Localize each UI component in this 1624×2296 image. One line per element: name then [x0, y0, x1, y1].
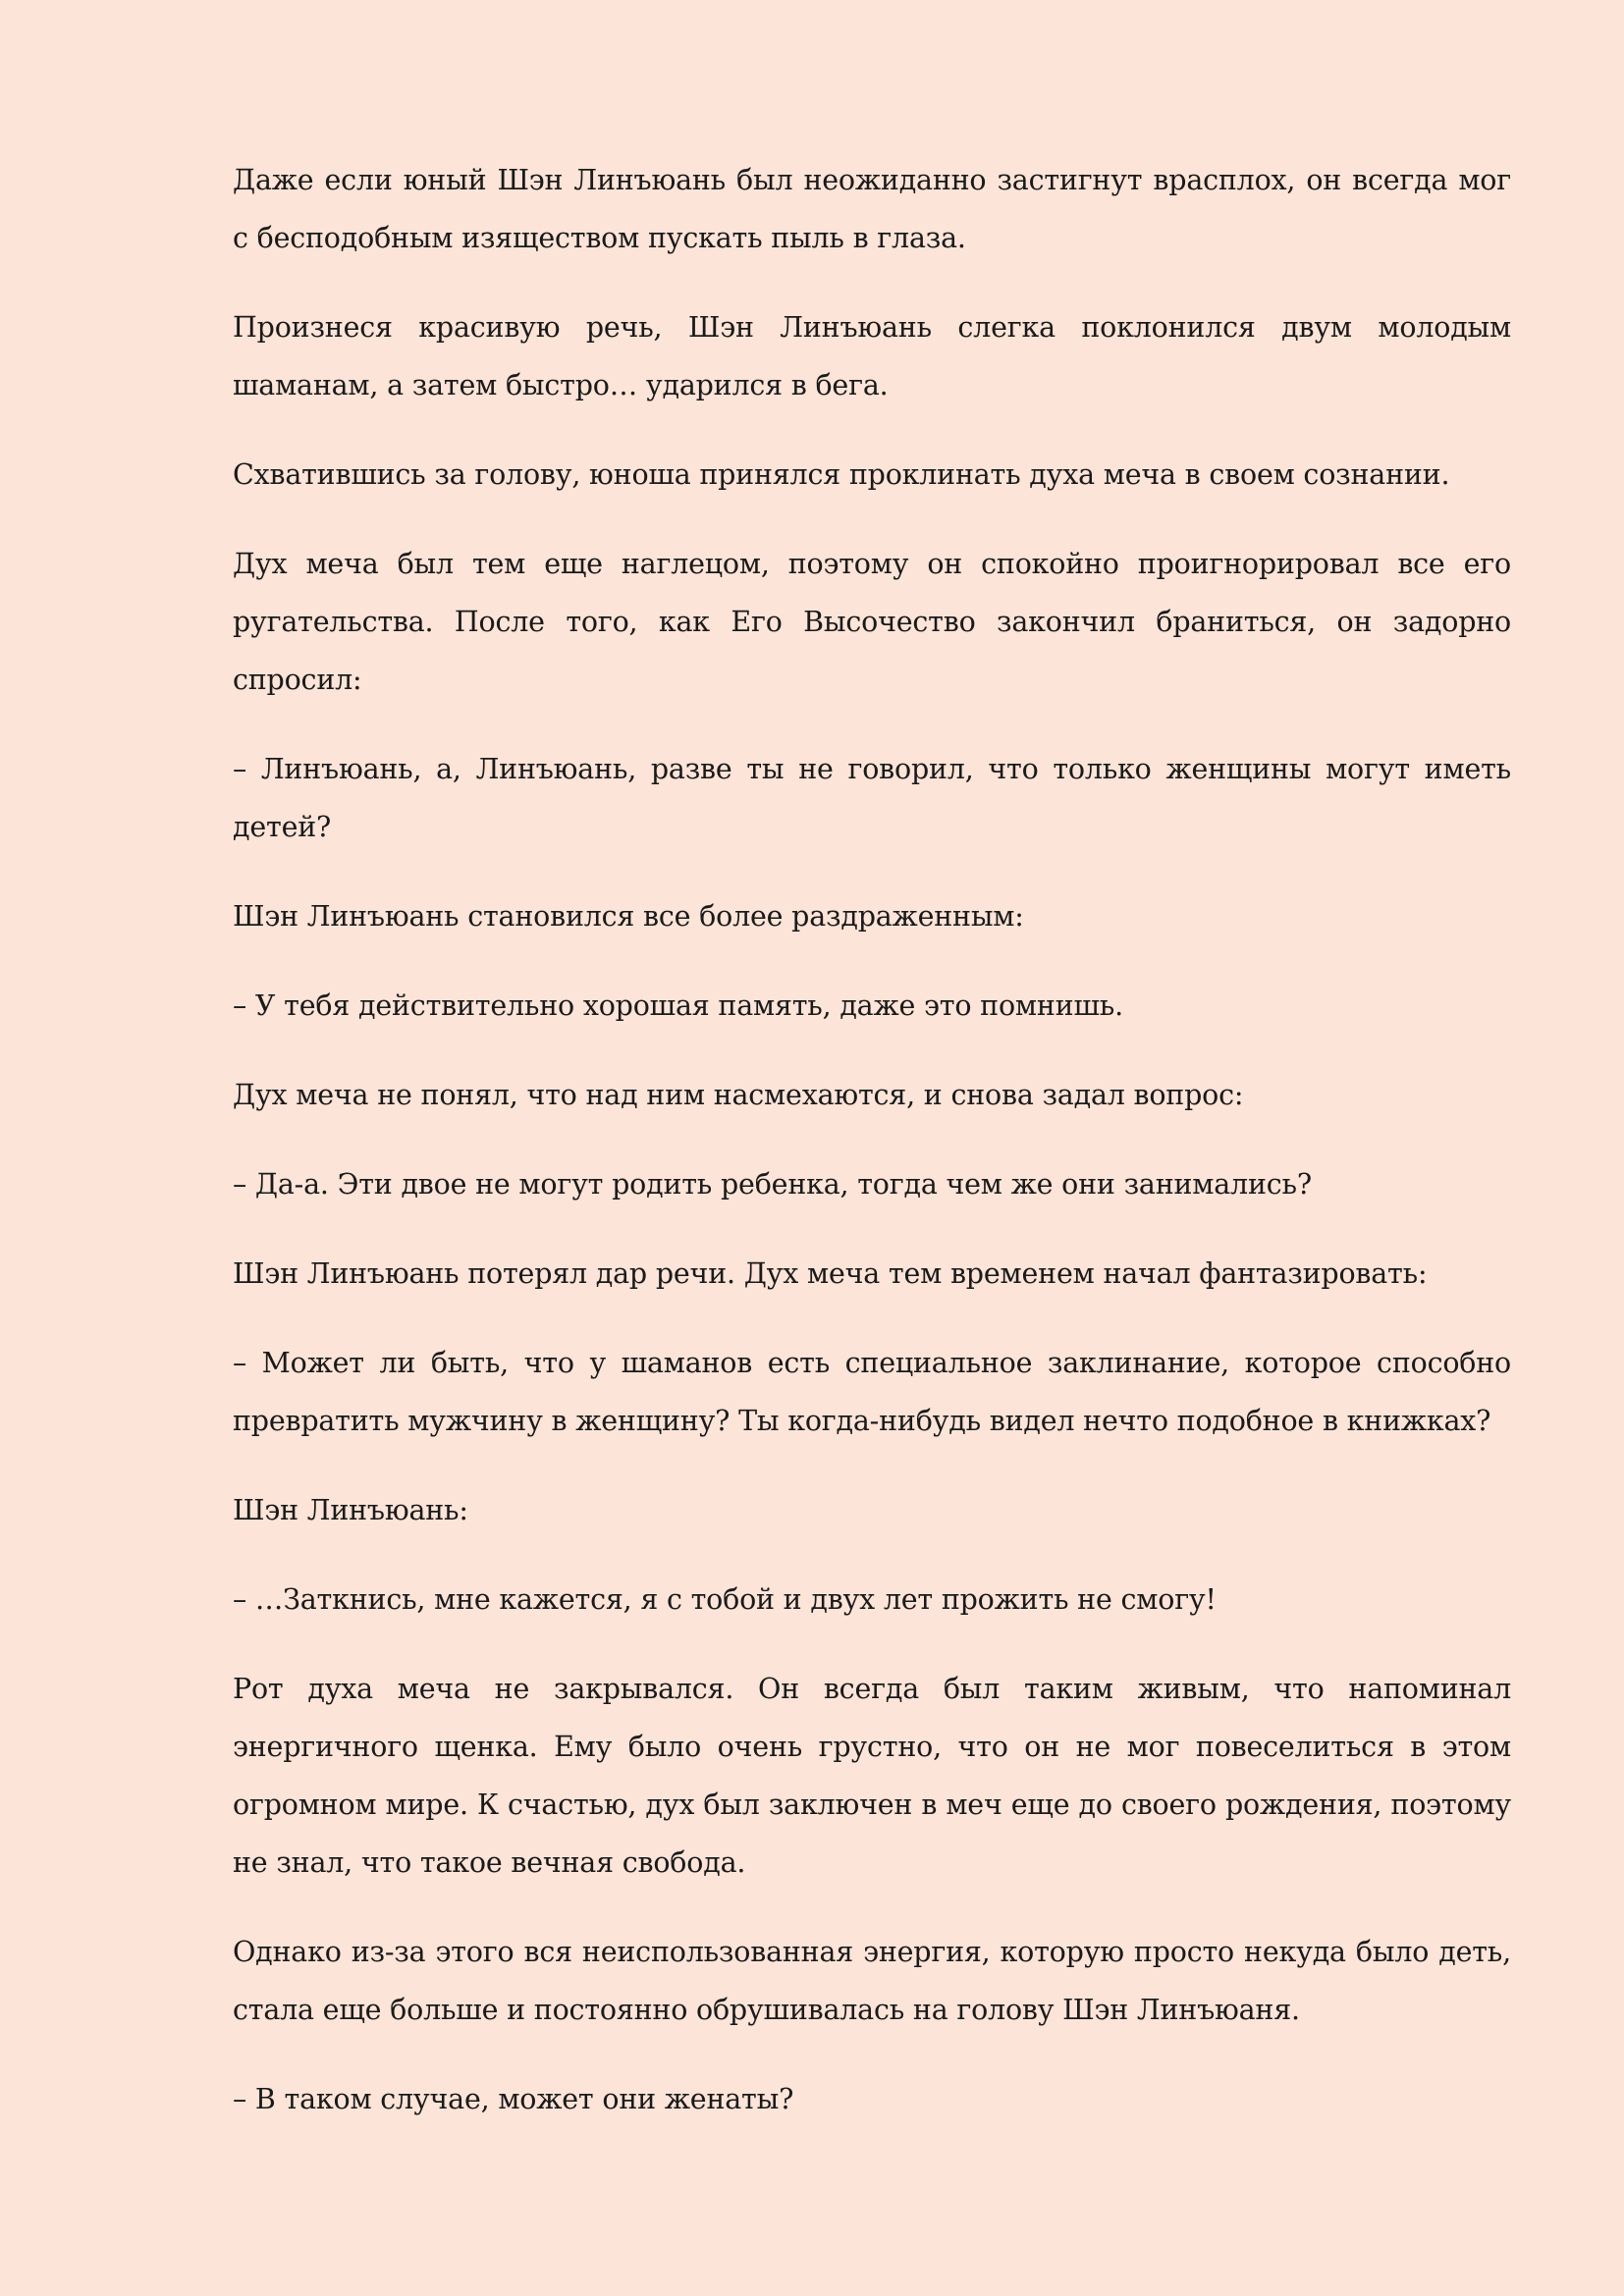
paragraph-2: Произнеся красивую речь, Шэн Линъюань слегка поклонился двум молодым шаманам, а затем быстро… ударился в бега. [233, 311, 1511, 401]
document-page [233, 151, 1511, 2160]
paragraph-6: Шэн Линъюань становился все более раздраженным: [233, 900, 1024, 933]
paragraph-14: Рот духа меча не закрывался. Он всегда был таким живым, что напоминал энергичного щенка. Ему было очень грустно, что он не мог повеселиться в этом огромном мире. К счастью, дух был заключен в меч еще до своего рождения, поэтому не знал, что такое вечная свобода. [233, 1673, 1511, 1879]
paragraph-10: Шэн Линъюань потерял дар речи. Дух меча тем временем начал фантазировать: [233, 1257, 1428, 1290]
paragraph-16: – В таком случае, может они женаты? [233, 2083, 794, 2115]
paragraph-5: – Линъюань, а, Линъюань, разве ты не говорил, что только женщины могут иметь детей? [233, 753, 1511, 843]
paragraph-1: Даже если юный Шэн Линъюань был неожиданно застигнут врасплох, он всегда мог с бесподобным изяществом пускать пыль в глаза. [233, 164, 1511, 254]
paragraph-4: Дух меча был тем еще наглецом, поэтому он спокойно проигнорировал все его ругательства. После того, как Его Высочество закончил браниться, он задорно спросил: [233, 548, 1511, 696]
paragraph-15: Однако из-за этого вся неиспользованная энергия, которую просто некуда было деть, стала еще больше и постоянно обрушивалась на голову Шэн Линъюаня. [233, 1936, 1511, 2026]
paragraph-7: – У тебя действительно хорошая память, даже это помнишь. [233, 989, 1123, 1022]
paragraph-8: Дух меча не понял, что над ним насмехаются, и снова задал вопрос: [233, 1079, 1244, 1111]
paragraph-13: – …Заткнись, мне кажется, я с тобой и двух лет прожить не смогу! [233, 1583, 1217, 1616]
paragraph-3: Схватившись за голову, юноша принялся проклинать духа меча в своем сознании. [233, 458, 1450, 491]
paragraph-12: Шэн Линъюань: [233, 1494, 468, 1526]
paragraph-9: – Да-а. Эти двое не могут родить ребенка, тогда чем же они занимались? [233, 1168, 1312, 1201]
paragraph-11: – Может ли быть, что у шаманов есть специальное заклинание, которое способно превратить мужчину в женщину? Ты когда-нибудь видел нечто подобное в книжках? [233, 1347, 1511, 1437]
